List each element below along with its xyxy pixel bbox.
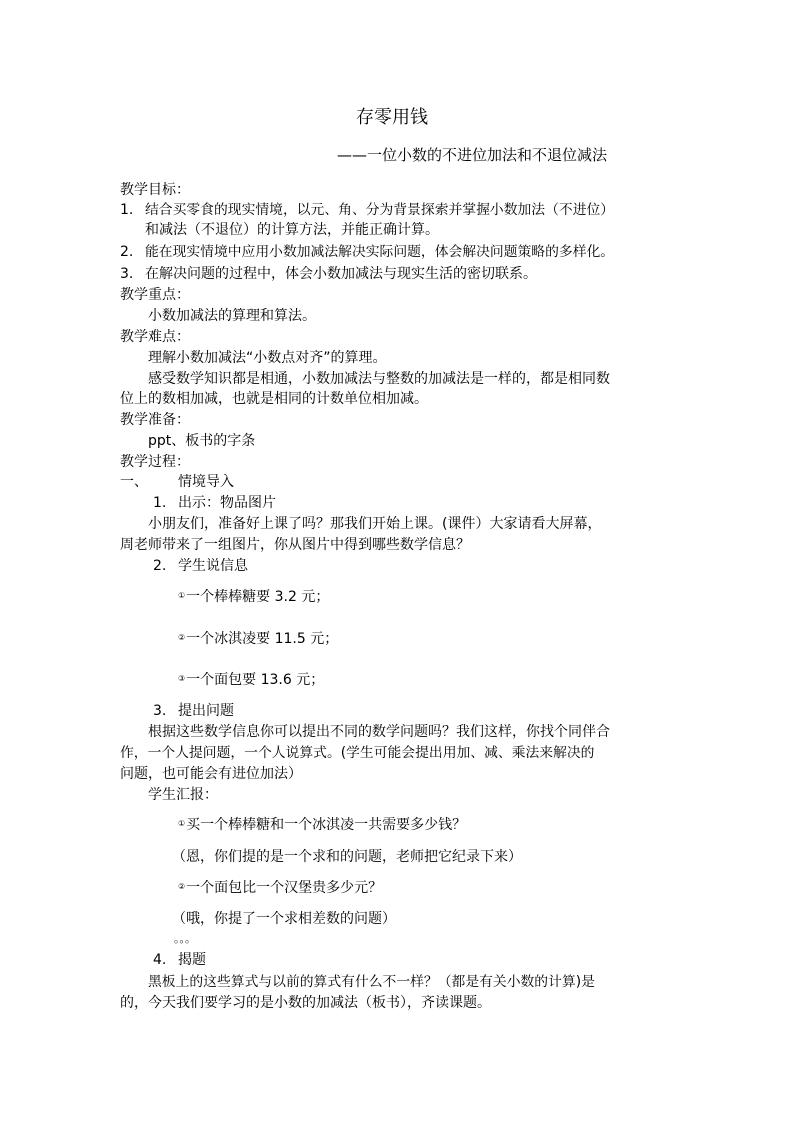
goal-2-number: 2. (120, 244, 134, 260)
paragraph-2-line-2: 作，一个人提问题，一个人说算式。(学生可能会提出用加、减、乘法来解决的 (120, 745, 595, 761)
circled-number-2-marker: ② (178, 633, 186, 642)
difficulty-paragraph-2-line-2: 位上的数相加减，也就是相同的计数单位相加减。 (120, 391, 428, 407)
report-item-2-text: 一个面包比一个汉堡贵多少元？ (186, 880, 383, 896)
info-item-2 (178, 629, 338, 649)
difficulty-paragraph-1: 理解小数加减法“小数点对齐”的算理。 (148, 350, 387, 366)
paragraph-1-line-2: 周老师带来了一组图片，你从图片中得到哪些数学信息？ (120, 537, 470, 553)
difficulty-heading: 教学难点： (120, 329, 190, 345)
doc-title: 存零用钱 (356, 107, 428, 128)
report-item-1 (178, 815, 466, 835)
circled-number-1-marker: ① (178, 819, 186, 828)
step-3-label: 提出问题 (178, 703, 234, 719)
goal-1-number: 1. (120, 202, 134, 218)
goal-1-line-1: 结合买零食的现实情境，以元、角、分为背景探索并掌握小数加法（不进位） (145, 202, 615, 218)
step-4-number: 4. (153, 952, 167, 968)
report-item-1-text: 买一个棒棒糖和一个冰淇凌一共需要多少钱？ (186, 817, 467, 833)
report-label: 学生汇报： (148, 787, 218, 803)
goal-3-number: 3. (120, 266, 134, 282)
process-heading: 教学过程： (120, 454, 190, 470)
report-note-1: （恩，你们提的是一个求和的问题，老师把它纪录下来） (172, 849, 522, 865)
section-1-title: 情境导入 (178, 474, 234, 490)
paragraph-3-line-1: 黑板上的这些算式与以前的算式有什么不一样？（都是有关小数的计算)是 (148, 974, 595, 990)
step-1-number: 1. (153, 495, 167, 511)
section-1-number: 一、 (120, 474, 148, 490)
goal-1-line-2: 和减法（不退位）的计算方法，并能正确计算。 (145, 222, 439, 238)
report-note-2: （哦，你提了一个求相差数的问题） (172, 911, 396, 927)
info-item-2-text: 一个冰淇凌要 11.5 元； (186, 631, 339, 647)
goals-heading: 教学目标： (120, 182, 190, 198)
key-text: 小数加减法的算理和算法。 (148, 308, 316, 324)
info-item-3-text: 一个面包要 13.6 元； (186, 672, 325, 688)
ellipsis: 。。。 (174, 932, 196, 945)
info-item-1 (178, 587, 329, 607)
report-item-2 (178, 878, 382, 898)
circled-number-1-marker: ① (178, 591, 186, 600)
paragraph-2-line-1: 根据这些数学信息你可以提出不同的数学问题吗？我们这样，你找个同伴合 (148, 724, 610, 740)
goal-2-line-1: 能在现实情境中应用小数加减法解决实际问题，体会解决问题策略的多样化。 (145, 244, 615, 260)
prep-text: ppt、板书的字条 (148, 433, 256, 449)
step-2-label: 学生说信息 (178, 558, 248, 574)
key-heading: 教学重点： (120, 287, 190, 303)
prep-heading: 教学准备： (120, 412, 190, 428)
step-1-label: 出示：物品图片 (178, 495, 276, 511)
info-item-1-text: 一个棒棒糖要 3.2 元； (186, 589, 330, 605)
paragraph-2-line-3: 问题，也可能会有进位加法） (120, 766, 302, 782)
step-3-number: 3. (153, 703, 167, 719)
paragraph-3-line-2: 的，今天我们要学习的是小数的加减法（板书），齐读课题。 (120, 995, 491, 1011)
step-2-number: 2. (153, 558, 167, 574)
difficulty-paragraph-2-line-1: 感受数学知识都是相通，小数加减法与整数的加减法是一样的，都是相同数 (148, 371, 610, 387)
goal-3-line-1: 在解决问题的过程中，体会小数加减法与现实生活的密切联系。 (145, 266, 537, 282)
circled-number-2-marker: ② (178, 882, 186, 891)
paragraph-1-line-1: 小朋友们，准备好上课了吗？那我们开始上课。(课件）大家请看大屏幕， (148, 516, 602, 532)
circled-number-3-marker: ③ (178, 674, 186, 683)
step-4-label: 揭题 (178, 952, 206, 968)
info-item-3 (178, 670, 324, 690)
doc-subtitle: ——一位小数的不进位加法和不退位减法 (337, 146, 608, 164)
